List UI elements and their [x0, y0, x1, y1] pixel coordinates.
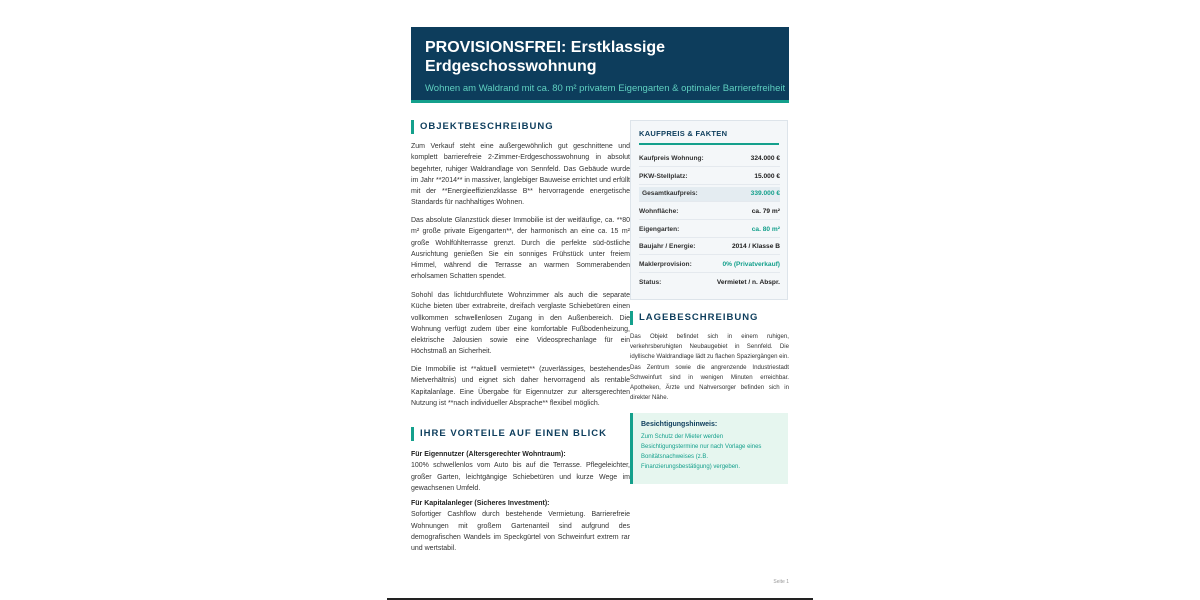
fact-label: Status: [639, 279, 662, 286]
fact-label: Maklerprovision: [639, 261, 692, 268]
benefit-investor-title: Für Kapitalanleger (Sicheres Investment): [411, 500, 550, 507]
fact-label: Kaufpreis Wohnung: [639, 155, 704, 162]
object-description-heading: OBJEKTBESCHREIBUNG [411, 120, 554, 134]
viewing-notice-title: Besichtigungshinweis: [641, 421, 718, 428]
benefit-owner-text: 100% schwellenlos vom Auto bis auf die Terrasse. Pflegeleichter, großer Garten, leichtgängige Schiebetüren und kurze Wege im gewachsenen Umfeld. [411, 462, 630, 492]
benefit-investor [411, 498, 630, 554]
listing-subtitle: Wohnen am Waldrand mit ca. 80 m² privatem Eigengarten & optimaler Barrierefreiheit [425, 83, 786, 94]
object-paragraph-1: Zum Verkauf steht eine außergewöhnlich gut geschnittene und komplett barrierefreie 2-Zimmer-Erdgeschosswohnung in absolut begehrter, ruhiger Waldrandlage von Sennfeld. Das Gebäude wurde im Jahr **2014** in massiver, langlebiger Bauweise errichtet und erfüllt mit der **Energieeffizienzklasse B** hervorragende energetische Standards für nachhaltiges Wohnen. [411, 143, 630, 207]
fact-row [639, 170, 780, 185]
page-number: Seite 1 [773, 579, 789, 585]
object-paragraph-4: Die Immobilie ist **aktuell vermietet** (zuverlässiges, bestehendes Mietverhältnis) und eignet sich daher hervorragend als rentable Kapitalanlage. Eine Übergabe für Eigennutzer zur altersgerechten Nutzung ist **nach individueller Absprache** flexibel möglich. [411, 366, 630, 407]
fact-value: 0% (Privatverkauf) [722, 261, 780, 268]
benefits-heading: IHRE VORTEILE AUF EINEN BLICK [411, 427, 607, 441]
fact-label: Gesamtkaufpreis: [642, 190, 698, 197]
fact-label: Wohnfläche: [639, 208, 679, 215]
fact-label: Baujahr / Energie: [639, 243, 696, 250]
fact-value: ca. 80 m² [751, 226, 780, 233]
benefit-investor-text: Sofortiger Cashflow durch bestehende Vermietung. Barrierefreie Wohnungen mit großem Gartenanteil sind aufgrund des demografischen Wandels im Speckgürtel von Schweinfurt extrem rar und wertstabil. [411, 511, 630, 553]
object-paragraph-3: Sohohl das lichtdurchflutete Wohnzimmer als auch die separate Küche bieten über extrabreite, dreifach verglaste Schiebetüren einen vollkommen schwellenlosen Zugang in den Außenbereich. Die Wohnung verfügt zudem über eine komfortable Fußbodenheizung, elektrische Jalousien sowie eine Videosprechanlage für ein Höchstmaß an Sicherheit. [411, 292, 630, 356]
fact-row [639, 258, 780, 273]
fact-row [639, 240, 780, 255]
fact-label: PKW-Stellplatz: [639, 173, 688, 180]
price-facts-title: KAUFPREIS & FAKTEN [639, 129, 779, 145]
viewing-notice [630, 413, 788, 484]
fact-value: 339.000 € [750, 190, 780, 197]
location-text: Das Objekt befindet sich in einem ruhigen, verkehrsberuhigten Neubaugebiet in Sennfeld. Die idyllische Waldrandlage lädt zu flachen Spaziergängen ein. Das Zentrum sowie die angrenzende Industriestadt Schweinfurt sind in wenigen Minuten erreichbar. Apotheken, Ärzte und Nahversorger befinden sich in direkter Nähe. [630, 333, 789, 402]
fact-row-total [639, 187, 780, 202]
fact-value: 15.000 € [754, 173, 780, 180]
fact-row [639, 223, 780, 238]
listing-title: PROVISIONSFREI: Erstklassige Erdgeschosswohnung [425, 39, 666, 75]
fact-value: ca. 79 m² [751, 208, 780, 215]
benefit-owner [411, 449, 630, 494]
benefit-owner-title: Für Eigennutzer (Altersgerechter Wohntraum): [411, 451, 566, 458]
location-heading: LAGEBESCHREIBUNG [630, 311, 758, 325]
fact-value: 324.000 € [750, 155, 780, 162]
fact-row [639, 152, 780, 167]
fact-row [639, 276, 780, 290]
listing-header [411, 27, 789, 103]
fact-label: Eigengarten: [639, 226, 680, 233]
fact-value: Vermietet / n. Abspr. [716, 279, 780, 286]
object-paragraph-2: Das absolute Glanzstück dieser Immobilie ist der weitläufige, ca. **80 m² große private Eigengarten**, der harmonisch an eine ca. 15 m² große Wohlfühlterrasse grenzt. Durch die perfekte süd-östliche Ausrichtung genießen Sie ein sonniges Frühstück unter freiem Himmel, während die Terrasse an warmen Sommerabenden erholsamen Schatten spendet. [411, 217, 630, 281]
fact-row [639, 205, 780, 220]
viewing-notice-text: Zum Schutz der Mieter werden Besichtigungstermine nur nach Vorlage eines Bonitätsnachweises (z.B. Finanzierungsbestätigung) vergeben. [641, 434, 762, 470]
fact-value: 2014 / Klasse B [731, 243, 780, 250]
price-facts-box [630, 120, 788, 300]
